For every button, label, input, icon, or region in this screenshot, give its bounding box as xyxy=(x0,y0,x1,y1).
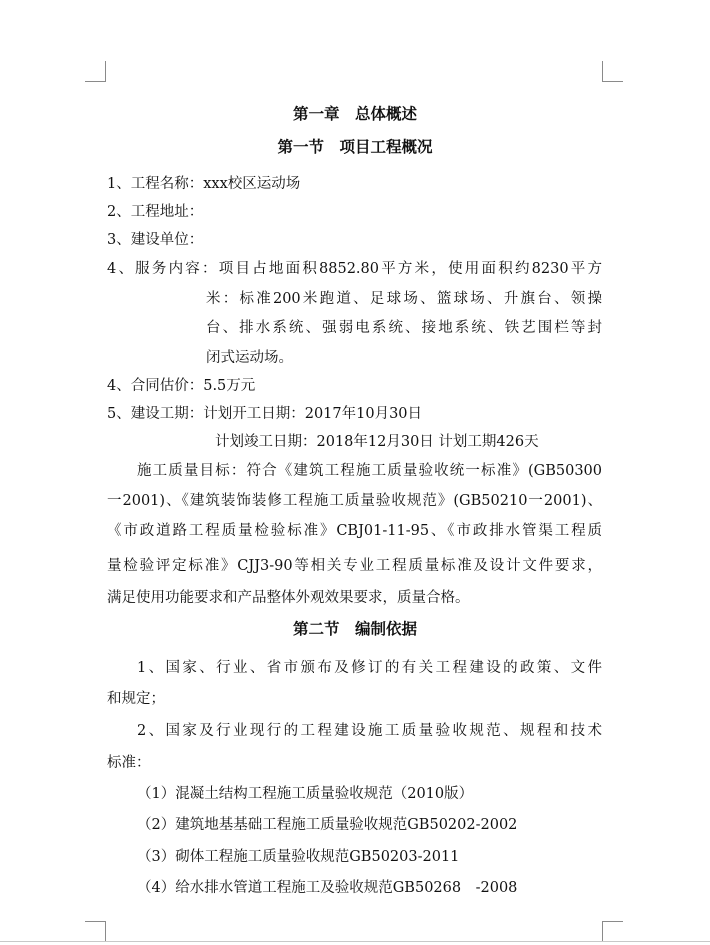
quality-goal-line: 满足使用功能要求和产品整体外观效果要求，质量合格。 xyxy=(107,590,470,606)
basis-paragraph-1-end: 和规定； xyxy=(107,691,165,707)
item-construction-start: 5、建设工期：计划开工日期：2017年10月30日 xyxy=(107,406,423,422)
item-service-content: 4、服务内容：项目占地面积8852.80平方米，使用面积约8230平方 xyxy=(107,261,602,277)
quality-goal-line: 《市政道路工程质量检验标准》CBJ01-11-95、《市政排水管渠工程质 xyxy=(107,523,602,539)
service-content-line: 闭式运动场。 xyxy=(206,350,293,366)
basis-paragraph-2: 2、国家及行业现行的工程建设施工质量验收规范、规程和技术 xyxy=(137,723,602,739)
standard-item: （2）建筑地基基础工程施工质量验收规范GB50202-2002 xyxy=(137,817,518,833)
item-contract-price: 4、合同估价：5.5万元 xyxy=(107,378,256,394)
quality-goal-line: 一2001)、《建筑装饰装修工程施工质量验收规范》(GB50210一2001)、 xyxy=(107,493,602,509)
crop-mark-bottom-right xyxy=(602,921,623,942)
standard-item: （1）混凝土结构工程施工质量验收规范（2010版） xyxy=(137,786,474,802)
quality-goal-line: 施工质量目标：符合《建筑工程施工质量验收统一标准》(GB50300 xyxy=(137,463,602,479)
crop-mark-bottom-left xyxy=(85,921,106,942)
page-bottom-edge xyxy=(0,941,710,942)
item-construction-unit: 3、建设单位： xyxy=(107,232,204,248)
section-title-compilation-basis: 第二节 编制依据 xyxy=(292,619,417,638)
standard-item: （3）砌体工程施工质量验收规范GB50203-2011 xyxy=(137,849,460,865)
section-title-project-overview: 第一节 项目工程概况 xyxy=(277,137,433,156)
basis-paragraph-1: 1、国家、行业、省市颁布及修订的有关工程建设的政策、文件 xyxy=(137,660,602,676)
standard-item: （4）给水排水管道工程施工及验收规范GB50268 -2008 xyxy=(137,880,518,896)
service-content-line: 米：标准200米跑道、足球场、篮球场、升旗台、领操 xyxy=(206,291,602,307)
crop-mark-top-right xyxy=(602,61,623,82)
service-content-line: 台、排水系统、强弱电系统、接地系统、铁艺围栏等封 xyxy=(206,320,602,336)
item-project-name: 1、工程名称：xxx校区运动场 xyxy=(107,176,301,192)
item-project-address: 2、工程地址： xyxy=(107,204,204,220)
quality-goal-line: 量检验评定标准》CJJ3-90等相关专业工程质量标准及设计文件要求， xyxy=(107,558,602,574)
chapter-title: 第一章 总体概述 xyxy=(292,104,417,123)
basis-paragraph-2-end: 标准： xyxy=(107,755,151,771)
crop-mark-top-left xyxy=(85,61,106,82)
item-construction-end: 计划竣工日期：2018年12月30日 计划工期426天 xyxy=(215,434,539,450)
